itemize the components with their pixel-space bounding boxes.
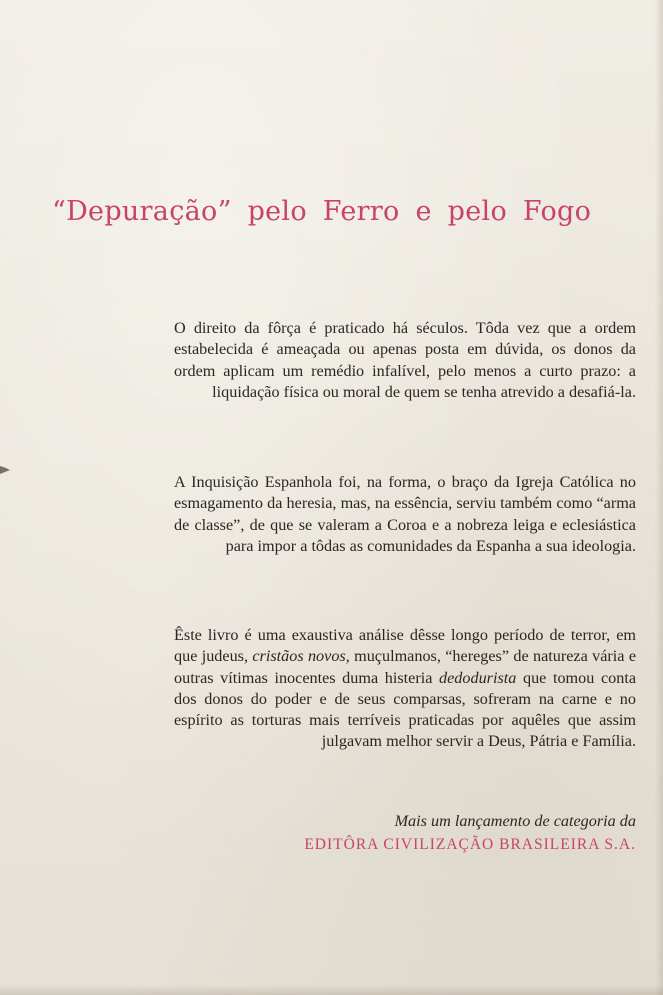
publisher-name: EDITÔRA CIVILIZAÇÃO BRASILEIRA S.A. [304,836,636,853]
summary-italic-cristaos-novos: cristãos novos, [252,647,350,666]
summary-text-part-3: que tomou conta dos donos do poder e de seus comparsas, sofreram na carne e no espírito as torturas mais terríveis praticadas por aquêles que assim julgavam melhor servir a Deus, Pátria e Família. [174,668,637,751]
summary-text-part-2: muçulmanos, “hereges” de natureza vária e outras vítimas inocentes duma histeria [174,647,637,687]
paragraph-inquisition: A Inquisição Espanhola foi, na forma, o braço da Igreja Católica no esmagamento da heresia, mas, na essência, serviu também como “arma de classe”, de que se valeram a Coroa e a nobreza leiga e eclesiástica para impor a tôdas as comunidades da Espanha a sua ideologia. [174,473,636,555]
paragraph-book-summary [174,625,636,752]
paper-tear-mark [0,463,12,477]
page-title: “Depuração” pelo Ferro e pelo Fogo [52,196,592,227]
page-bottom-shadow [0,985,663,995]
page-edge-shadow [655,0,663,995]
paragraph-intro: O direito da fôrça é praticado há séculos. Tôda vez que a ordem estabelecida é ameaçada ou apenas posta em dúvida, os donos da ordem aplicam um remédio infalível, pelo menos a curto prazo: a liquidação física ou moral de quem se tenha atrevido a desafiá-la. [174,319,636,401]
publisher-tagline: Mais um lançamento de categoria da [394,812,636,830]
summary-italic-dedodurista: dedodurista [439,668,517,687]
summary-text-part-1: Êste livro é uma exaustiva análise dêsse longo período de terror, em que judeus, [174,626,636,666]
